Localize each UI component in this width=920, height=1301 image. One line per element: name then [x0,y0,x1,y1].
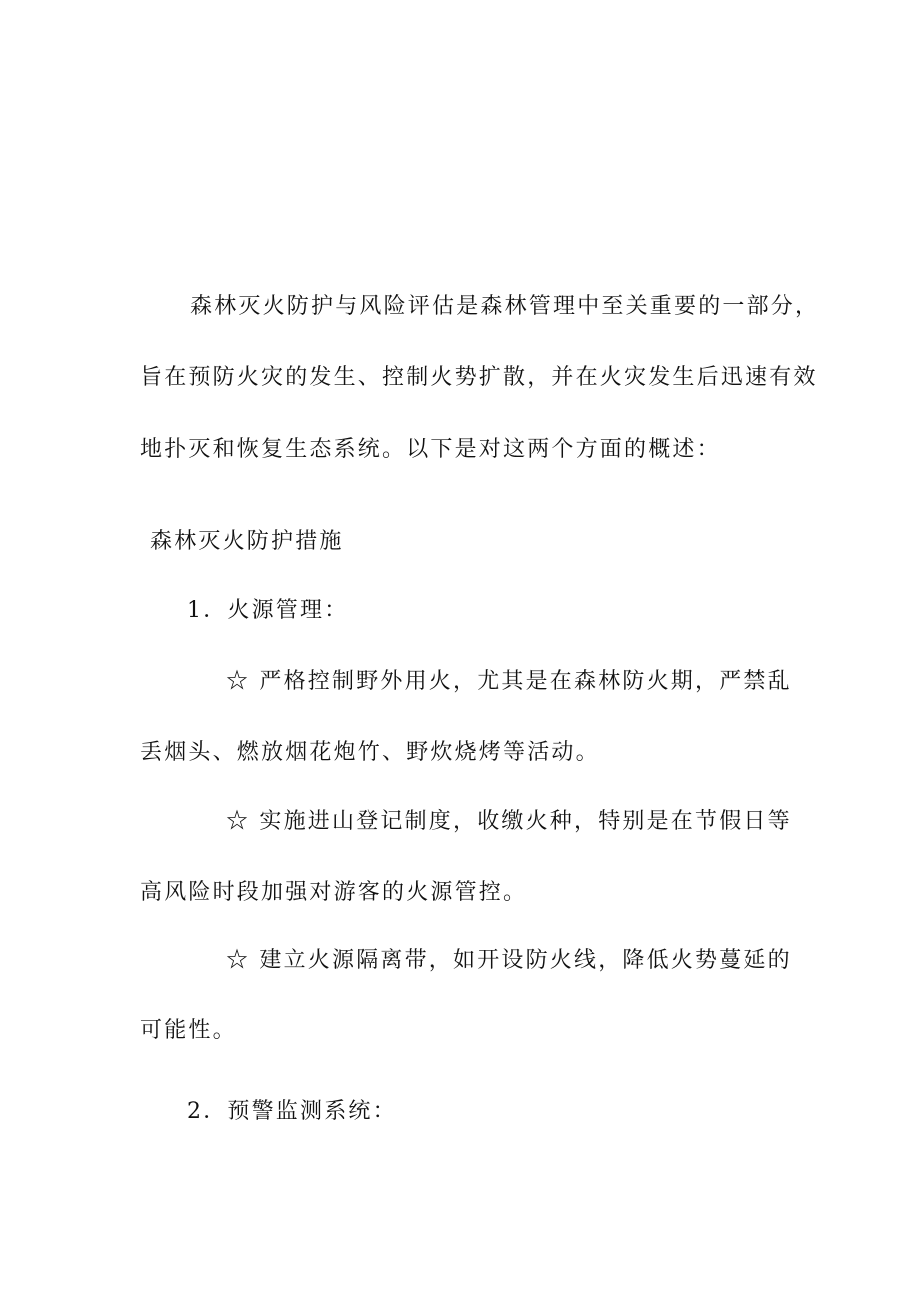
bullet-1-line-1: ☆ 严格控制野外用火，尤其是在森林防火期，严禁乱 [226,669,792,694]
bullet-3-line-1: ☆ 建立火源隔离带，如开设防火线，降低火势蔓延的 [226,948,792,973]
item-1-heading: 1．火源管理： [187,598,349,623]
bullet-2-line-1: ☆ 实施进山登记制度，收缴火种，特别是在节假日等 [226,809,792,834]
bullet-2-line-2: 高风险时段加强对游客的火源管控。 [140,880,528,905]
section-heading: 森林灭火防护措施 [150,529,344,554]
bullet-1-line-2: 丢烟头、燃放烟花炮竹、野炊烧烤等活动。 [140,740,600,765]
intro-line-3: 地扑灭和恢复生态系统。以下是对这两个方面的概述： [140,437,721,462]
intro-line-1: 森林灭火防护与风险评估是森林管理中至关重要的一部分， [190,294,820,319]
bullet-3-line-2: 可能性。 [140,1018,237,1043]
intro-line-2: 旨在预防火灾的发生、控制火势扩散，并在火灾发生后迅速有效 [140,365,818,390]
item-2-heading: 2．预警监测系统： [187,1099,397,1124]
